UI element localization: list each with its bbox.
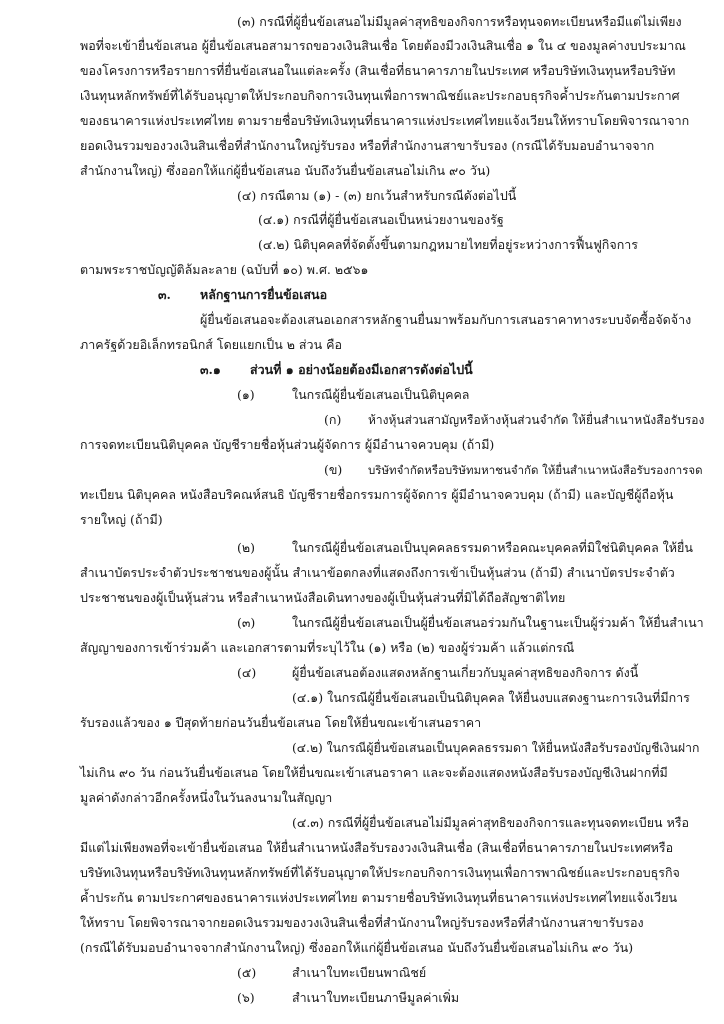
- text-line: (๔.๒) ในกรณีผู้ยื่นข้อเสนอเป็นบุคคลธรรมดา ให้ยื่นหนังสือรับรองบัญชีเงินฝาก: [292, 741, 700, 755]
- text-line: ของธนาคารแห่งประเทศไทย ตามรายชื่อบริษัทเงินทุนที่ธนาคารแห่งประเทศไทยแจ้งเวียนให้ทราบโดยพิจารณาจาก: [80, 113, 690, 128]
- text-line: การจดทะเบียนนิติบุคคล บัญชีรายชื่อหุ้นส่วนผู้จัดการ ผู้มีอำนาจควบคุม (ถ้ามี): [80, 437, 495, 452]
- text-line: ของโครงการหรือรายการที่ยื่นข้อเสนอในแต่ละครั้ง (สินเชื่อที่ธนาคารภายในประเทศ หรือบริษัทเงินทุนหรือบริษัท: [80, 63, 676, 78]
- text-line: มูลค่าดังกล่าวอีกครั้งหนึ่งในวันลงนามในสัญญา: [80, 790, 333, 805]
- text-line: (๔.๓) กรณีที่ผู้ยื่นข้อเสนอไม่มีมูลค่าสุทธิของกิจการและทุนจดทะเบียน หรือ: [292, 815, 690, 830]
- item-number: (๑): [237, 387, 255, 402]
- text-line: (๓) กรณีที่ผู้ยื่นข้อเสนอไม่มีมูลค่าสุทธิของกิจการหรือทุนจดทะเบียนหรือมีแต่ไม่เพียง: [237, 14, 682, 29]
- text-line: ในกรณีผู้ยื่นข้อเสนอเป็นนิติบุคคล: [292, 387, 470, 402]
- text-line: ในกรณีผู้ยื่นข้อเสนอเป็นบุคคลธรรมดาหรือคณะบุคคลที่มิใช่นิติบุคคล ให้ยื่น: [292, 540, 693, 555]
- text-line: ห้างหุ้นส่วนสามัญหรือห้างหุ้นส่วนจำกัด ให้ยื่นสำเนาหนังสือรับรอง: [368, 413, 705, 427]
- text-line: รับรองแล้วของ ๑ ปีสุดท้ายก่อนวันยื่นข้อเสนอ โดยให้ยื่นขณะเข้าเสนอราคา: [80, 715, 482, 730]
- text-line: สำเนาบัตรประจำตัวประชาชนของผู้นั้น สำเนาข้อตกลงที่แสดงถึงการเข้าเป็นหุ้นส่วน (ถ้ามี) สำเนาบัตรประจำตัว: [80, 565, 675, 580]
- subsection-number: ๓.๑: [200, 362, 221, 377]
- text-line: ทะเบียน นิติบุคคล หนังสือบริคณห์สนธิ บัญชีรายชื่อกรรมการผู้จัดการ ผู้มีอำนาจควบคุม (ถ้ามี) และบัญชีผู้ถือหุ้น: [80, 487, 674, 502]
- text-line: (กรณีได้รับมอบอำนาจจากสำนักงานใหญ่) ซึ่งออกให้แก่ผู้ยื่นข้อเสนอ นับถึงวันยื่นข้อเสนอไม่เกิน ๙๐ วัน): [80, 940, 634, 955]
- text-line: ยอดเงินรวมของวงเงินสินเชื่อที่สำนักงานใหญ่รับรอง หรือที่สำนักงานสาขารับรอง (กรณีได้รับมอบอำนาจจาก: [80, 138, 655, 153]
- text-line: สำเนาใบทะเบียนภาษีมูลค่าเพิ่ม: [292, 990, 460, 1005]
- text-line: สำนักงานใหญ่) ซึ่งออกให้แก่ผู้ยื่นข้อเสนอ นับถึงวันยื่นข้อเสนอไม่เกิน ๙๐ วัน): [80, 163, 491, 178]
- item-number: (๒): [237, 540, 255, 555]
- section-number: ๓.: [158, 287, 171, 302]
- text-line: (๔.๑) ในกรณีผู้ยื่นข้อเสนอเป็นนิติบุคคล ให้ยื่นงบแสดงฐานะการเงินที่มีการ: [292, 690, 690, 705]
- text-line: ตามพระราชบัญญัติล้มละลาย (ฉบับที่ ๑๐) พ.ศ. ๒๕๖๑: [80, 262, 369, 277]
- text-line: ให้ทราบ โดยพิจารณาจากยอดเงินรวมของวงเงินสินเชื่อที่สำนักงานใหญ่รับรองหรือที่สำนักงานสาขารับรอง: [80, 915, 644, 930]
- text-line: รายใหญ่ (ถ้ามี): [80, 512, 163, 527]
- text-line: (๔.๒) นิติบุคคลที่จัดตั้งขึ้นตามกฎหมายไทยที่อยู่ระหว่างการฟื้นฟูกิจการ: [258, 237, 639, 252]
- text-line: สัญญาของการเข้าร่วมค้า และเอกสารตามที่ระบุไว้ใน (๑) หรือ (๒) ของผู้ร่วมค้า แล้วแต่กรณี: [80, 640, 575, 655]
- item-number: (๕): [237, 965, 257, 980]
- item-number: (๔): [237, 665, 257, 680]
- text-line: ผู้ยื่นข้อเสนอจะต้องเสนอเอกสารหลักฐานยื่นมาพร้อมกับการเสนอราคาทางระบบจัดซื้อจัดจ้าง: [200, 312, 692, 327]
- text-line: ผู้ยื่นข้อเสนอต้องแสดงหลักฐานเกี่ยวกับมูลค่าสุทธิของกิจการ ดังนี้: [292, 665, 639, 680]
- section-heading: หลักฐานการยื่นข้อเสนอ: [200, 287, 328, 302]
- item-number: (๖): [237, 990, 255, 1005]
- text-line: เงินทุนหลักทรัพย์ที่ได้รับอนุญาตให้ประกอบกิจการเงินทุนเพื่อการพาณิชย์และประกอบธุรกิจค้ำประกันตามประกาศ: [80, 88, 680, 103]
- subsection-heading: ส่วนที่ ๑ อย่างน้อยต้องมีเอกสารดังต่อไปนี้: [250, 362, 473, 377]
- text-line: บริษัทเงินทุนหรือบริษัทเงินทุนหลักทรัพย์ที่ได้รับอนุญาตให้ประกอบกิจการเงินทุนเพื่อการพาณิชย์และประกอบธุรกิจ: [80, 865, 680, 880]
- text-line: ค้ำประกัน ตามประกาศของธนาคารแห่งประเทศไทย ตามรายชื่อบริษัทเงินทุนที่ธนาคารแห่งประเทศไทยแจ้งเวียน: [80, 890, 678, 905]
- text-line: มีแต่ไม่เพียงพอที่จะเข้ายื่นข้อเสนอ ให้ยื่นสำเนาหนังสือรับรองวงเงินสินเชื่อ (สินเชื่อที่ธนาคารภายในประเทศหรือ: [80, 840, 674, 855]
- item-number: (๓): [237, 615, 256, 630]
- text-line: (๔.๑) กรณีที่ผู้ยื่นข้อเสนอเป็นหน่วยงานของรัฐ: [258, 212, 504, 227]
- text-line: บริษัทจำกัดหรือบริษัทมหาชนจำกัด ให้ยื่นสำเนาหนังสือรับรองการจด: [368, 463, 703, 477]
- text-line: ประชาชนของผู้เป็นหุ้นส่วน หรือสำเนาหนังสือเดินทางของผู้เป็นหุ้นส่วนที่มิได้ถือสัญชาติไทย: [80, 590, 566, 605]
- text-line: ไม่เกิน ๙๐ วัน ก่อนวันยื่นข้อเสนอ โดยให้ยื่นขณะเข้าเสนอราคา และจะต้องแสดงหนังสือรับรองบัญชีเงินฝากที่มี: [80, 765, 668, 780]
- text-line: ในกรณีผู้ยื่นข้อเสนอเป็นผู้ยื่นข้อเสนอร่วมกันในฐานะเป็นผู้ร่วมค้า ให้ยื่นสำเนา: [292, 615, 704, 630]
- text-line: สำเนาใบทะเบียนพาณิชย์: [292, 965, 427, 980]
- text-line: (๔) กรณีตาม (๑) - (๓) ยกเว้นสำหรับกรณีดังต่อไปนี้: [237, 188, 517, 203]
- item-number: (ก): [324, 412, 342, 427]
- item-number: (ข): [324, 462, 343, 477]
- text-line: พอที่จะเข้ายื่นข้อเสนอ ผู้ยื่นข้อเสนอสามารถขอวงเงินสินเชื่อ โดยต้องมีวงเงินสินเชื่อ ๑ ใน ๔ ของมูลค่างบประมาณ: [80, 38, 686, 53]
- text-line: ภาครัฐด้วยอิเล็กทรอนิกส์ โดยแยกเป็น ๒ ส่วน คือ: [80, 337, 342, 352]
